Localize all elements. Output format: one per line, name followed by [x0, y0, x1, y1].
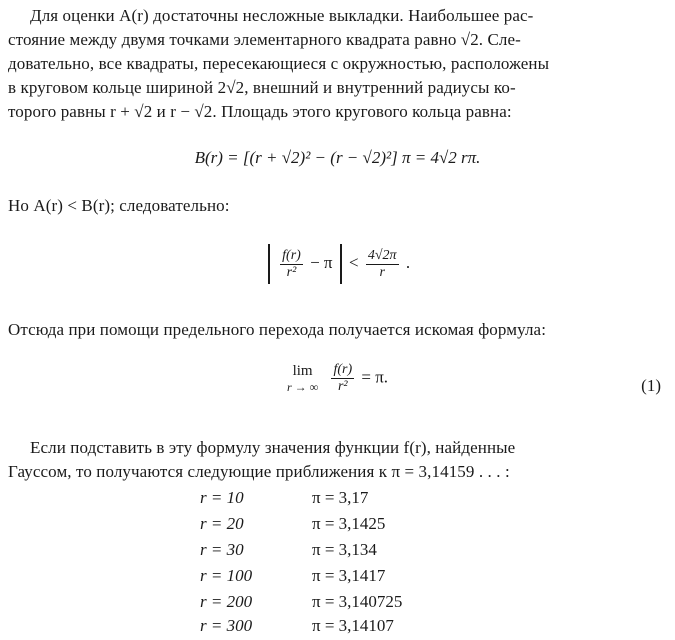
text-line: Для оценки A(r) достаточны несложные выкладки. Наибольшее рас-: [30, 6, 534, 25]
text-line: стояние между двумя точками элементарного квадрата равно √2. Сле-: [8, 30, 521, 49]
text-line: Но A(r) < B(r); следовательно:: [8, 196, 230, 215]
text-line: Отсюда при помощи предельного перехода получается искомая формула:: [8, 320, 547, 339]
limit-operator: [287, 363, 318, 395]
text-line: в круговом кольце шириной 2√2, внешний и внутренний радиусы ко-: [8, 78, 516, 97]
math-term: .: [405, 252, 411, 272]
abs-bar-left: [268, 244, 270, 284]
fraction: [280, 248, 303, 281]
fraction-denominator: r²: [337, 379, 348, 394]
less-than-sign: <: [349, 252, 359, 272]
inequality: [0, 244, 675, 284]
table-pi-value: π = 3,1425: [312, 514, 386, 533]
table-pi-value: π = 3,17: [312, 488, 369, 507]
math-term: − π: [310, 252, 333, 272]
equation-number: (1): [641, 376, 661, 395]
table-pi-value: π = 3,134: [312, 540, 377, 559]
fraction-numerator: 4√2π: [367, 247, 397, 263]
text-line: Если подставить в эту формулу значения функции f(r), найденные: [30, 438, 516, 457]
table-r-value: r = 20: [200, 514, 244, 533]
formula-b: B(r) = [(r + √2)² − (r − √2)²] π = 4√2 rπ.: [194, 148, 481, 167]
lim-label: lim: [292, 362, 313, 379]
fraction: [366, 248, 399, 281]
abs-bar-right: [340, 244, 342, 284]
text-line: Гауссом, то получаются следующие приближения к π = 3,14159 . . . :: [8, 462, 510, 481]
table-pi-value: π = 3,14107: [312, 616, 394, 635]
fraction-numerator: f(r): [333, 362, 353, 377]
text-line: довательно, все квадраты, пересекающиеся с окружностью, расположены: [8, 54, 550, 73]
fraction: [331, 362, 354, 395]
limit-formula: [0, 362, 675, 395]
table-r-value: r = 100: [200, 566, 253, 585]
table-r-value: r = 300: [200, 616, 253, 635]
table-pi-value: π = 3,1417: [312, 566, 386, 585]
table-r-value: r = 30: [200, 540, 244, 559]
fraction-denominator: r: [379, 264, 385, 280]
table-pi-value: π = 3,140725: [312, 592, 403, 611]
lim-subscript: r → ∞: [286, 379, 319, 394]
fraction-denominator: r²: [286, 264, 297, 280]
fraction-numerator: f(r): [282, 247, 301, 263]
table-r-value: r = 10: [200, 488, 244, 507]
text-line: торого равны r + √2 и r − √2. Площадь этого кругового кольца равна:: [8, 102, 512, 121]
table-r-value: r = 200: [200, 592, 253, 611]
math-term: = π.: [361, 367, 389, 387]
